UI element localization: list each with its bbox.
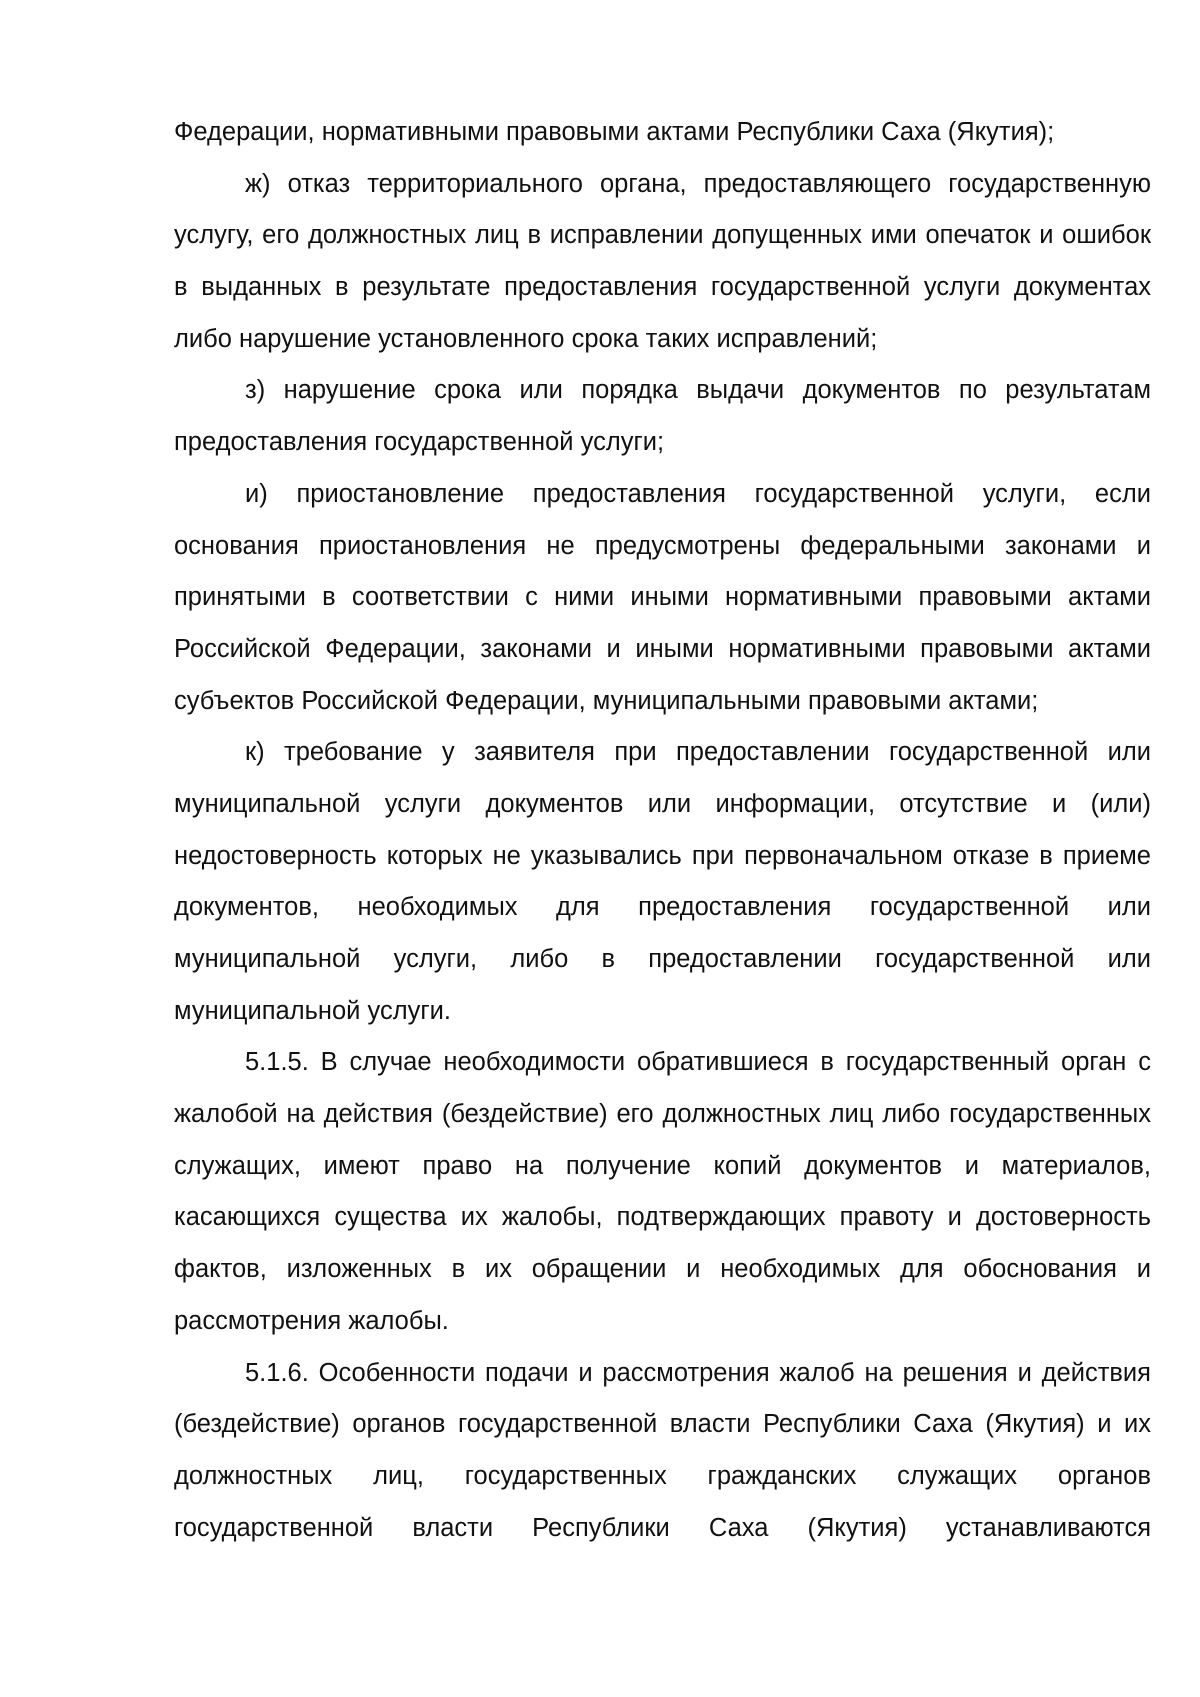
text-line: муниципальной услуги, либо в предоставлении государственной или xyxy=(174,945,1151,973)
text-line: рассмотрения жалобы. xyxy=(174,1306,449,1335)
text-line: касающихся существа их жалобы, подтверждающих правоту и достоверность xyxy=(174,1203,1151,1232)
text-line: ж) отказ территориального органа, предоставляющего государственную xyxy=(245,169,1151,198)
text-line: к) требование у заявителя при предоставлении государственной или xyxy=(245,738,1151,767)
text-line: жалобой на действия (бездействие) его должностных лиц либо государственных xyxy=(174,1100,1151,1129)
text-line: муниципальной услуги. xyxy=(174,996,451,1025)
text-line: должностных лиц, государственных гражданских служащих органов xyxy=(174,1461,1151,1490)
text-line: государственной власти Республики Саха (Якутия) устанавливаются xyxy=(174,1513,1151,1542)
text-line: Федерации, нормативными правовыми актами Республики Саха (Якутия); xyxy=(174,118,1055,146)
text-line: недостоверность которых не указывались при первоначальном отказе в приеме xyxy=(174,841,1151,870)
text-line: Российской Федерации, законами и иными нормативными правовыми актами xyxy=(174,634,1151,663)
text-line: предоставления государственной услуги; xyxy=(174,428,665,457)
text-line: основания приостановления не предусмотрены федеральными законами и xyxy=(174,531,1151,560)
text-line: муниципальной услуги документов или информации, отсутствие и (или) xyxy=(174,789,1151,818)
text-line: субъектов Российской Федерации, муниципальными правовыми актами; xyxy=(174,686,1039,715)
text-line: служащих, имеют право на получение копий документов и материалов, xyxy=(174,1151,1151,1180)
text-line: либо нарушение установленного срока таких исправлений; xyxy=(174,324,878,353)
text-line: 5.1.5. В случае необходимости обратившиеся в государственный орган с xyxy=(245,1048,1151,1077)
text-line: и) приостановление предоставления государственной услуги, если xyxy=(245,479,1151,508)
text-line: з) нарушение срока или порядка выдачи документов по результатам xyxy=(245,376,1151,405)
text-line: принятыми в соответствии с ними иными нормативными правовыми актами xyxy=(174,583,1151,612)
text-line: 5.1.6. Особенности подачи и рассмотрения жалоб на решения и действия xyxy=(245,1358,1151,1387)
text-line: в выданных в результате предоставления государственной услуги документах xyxy=(174,273,1151,302)
text-line: услугу, его должностных лиц в исправлении допущенных ими опечаток и ошибок xyxy=(174,221,1151,250)
document-body xyxy=(174,107,1151,1554)
text-line: фактов, изложенных в их обращении и необходимых для обоснования и xyxy=(174,1255,1151,1284)
text-line: (бездействие) органов государственной власти Республики Саха (Якутия) и их xyxy=(174,1410,1151,1439)
text-line: документов, необходимых для предоставления государственной или xyxy=(174,893,1151,922)
